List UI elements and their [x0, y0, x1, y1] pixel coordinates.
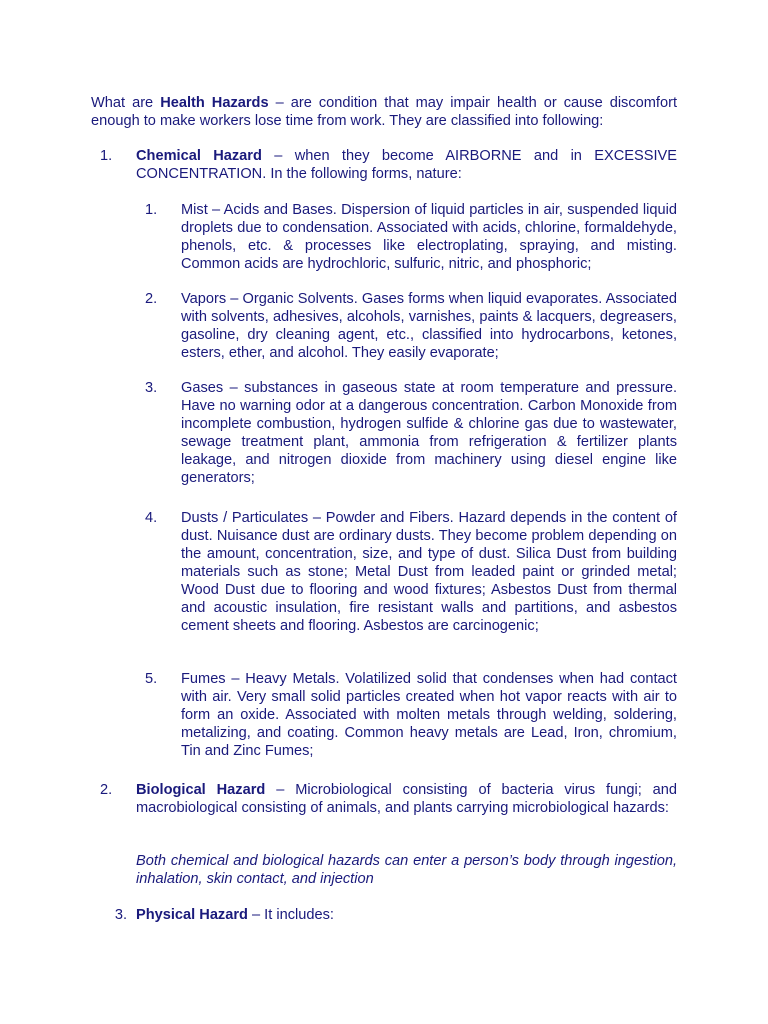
- hazard-text: – when they become AIRBORNE and in EXCESSIVE CONCENTRATION. In the following forms, nature:: [136, 148, 678, 182]
- hazard-number: 1.: [100, 148, 113, 164]
- form-text: Vapors – Organic Solvents. Gases forms when liquid evaporates. Associated with solvents, adhesives, alcohols, varnishes, paints & lacquers, degreasers, gasoline, dry cleaning agent, etc., classified into hydrocarbons, ketones, esters, ether, and alcohol. They easily evaporate;: [181, 291, 677, 361]
- hazard-title: Biological Hazard: [136, 782, 266, 798]
- form-text: Mist – Acids and Bases. Dispersion of liquid particles in air, suspended liquid droplets due to condensation. Associated with acids, chlorine, formaldehyde, phenols, etc. & processes like electroplating, spraying, and misting. Common acids are hydrochloric, sulfuric, nitric, and phosphoric;: [181, 202, 677, 272]
- chemical-form-item-fumes: [145, 670, 677, 760]
- hazard-title: Chemical Hazard: [136, 148, 262, 164]
- chemical-form-item-dusts: [145, 509, 677, 635]
- form-text: Gases – substances in gaseous state at room temperature and pressure. Have no warning odor at a dangerous concentration. Carbon Monoxide from incomplete combustion, hydrogen sulfide & chlorine gas due to wastewater, sewage treatment plant, ammonia from refrigeration & fertilizer plants leakage, and nitrogen dioxide from machinery using diesel engine like generators;: [181, 380, 677, 486]
- form-number: 5.: [145, 671, 158, 687]
- chemical-form-item-gases: [145, 379, 677, 487]
- hazard-number: 2.: [100, 782, 113, 798]
- hazard-item-chemical: [100, 147, 678, 183]
- hazard-number: 3.: [114, 907, 127, 923]
- form-text: Fumes – Heavy Metals. Volatilized solid that condenses when had contact with air. Very small solid particles created when hot vapor reacts with air to form an oxide. Associated with molten metals through welding, soldering, metalizing, and coating. Common heavy metals are Lead, Iron, chromium, Tin and Zinc Fumes;: [181, 671, 677, 759]
- form-number: 4.: [145, 510, 158, 526]
- form-number: 3.: [145, 380, 158, 396]
- chemical-form-item-mist: [145, 201, 677, 273]
- hazard-title: Physical Hazard: [136, 907, 248, 923]
- hazard-item-biological: [100, 781, 678, 817]
- intro-text: – are condition that may impair health or cause discomfort enough to make workers lose time from work. They are classified into following:: [91, 95, 678, 129]
- hazard-text: – It includes:: [247, 907, 334, 923]
- intro-prefix: What are: [91, 95, 161, 111]
- chemical-form-item-vapors: [145, 290, 677, 362]
- intro-paragraph: [91, 94, 677, 130]
- hazard-text: – Microbiological consisting of bacteria virus fungi; and macrobiological consisting of animals, and plants carrying microbiological hazards:: [136, 782, 678, 816]
- health-hazards-term: Health Hazards: [160, 95, 269, 111]
- entry-routes-note: Both chemical and biological hazards can enter a person’s body through ingestion, inhalation, skin contact, and injection: [136, 853, 677, 887]
- form-number: 1.: [145, 202, 158, 218]
- form-text: Dusts / Particulates – Powder and Fibers. Hazard depends in the content of dust. Nuisance dust are ordinary dusts. They become problem depending on the amount, concentration, size, and type of dust. Silica Dust from building materials such as stone; Metal Dust from leaded paint or grinded metal; Wood Dust due to flooring and wood fixtures; Asbestos Dust from thermal and acoustic insulation, fire resistant walls and partitions, and asbestos cement sheets and flooring. Asbestos are carcinogenic;: [181, 510, 677, 634]
- form-number: 2.: [145, 291, 158, 307]
- hazard-item-physical: [114, 906, 677, 924]
